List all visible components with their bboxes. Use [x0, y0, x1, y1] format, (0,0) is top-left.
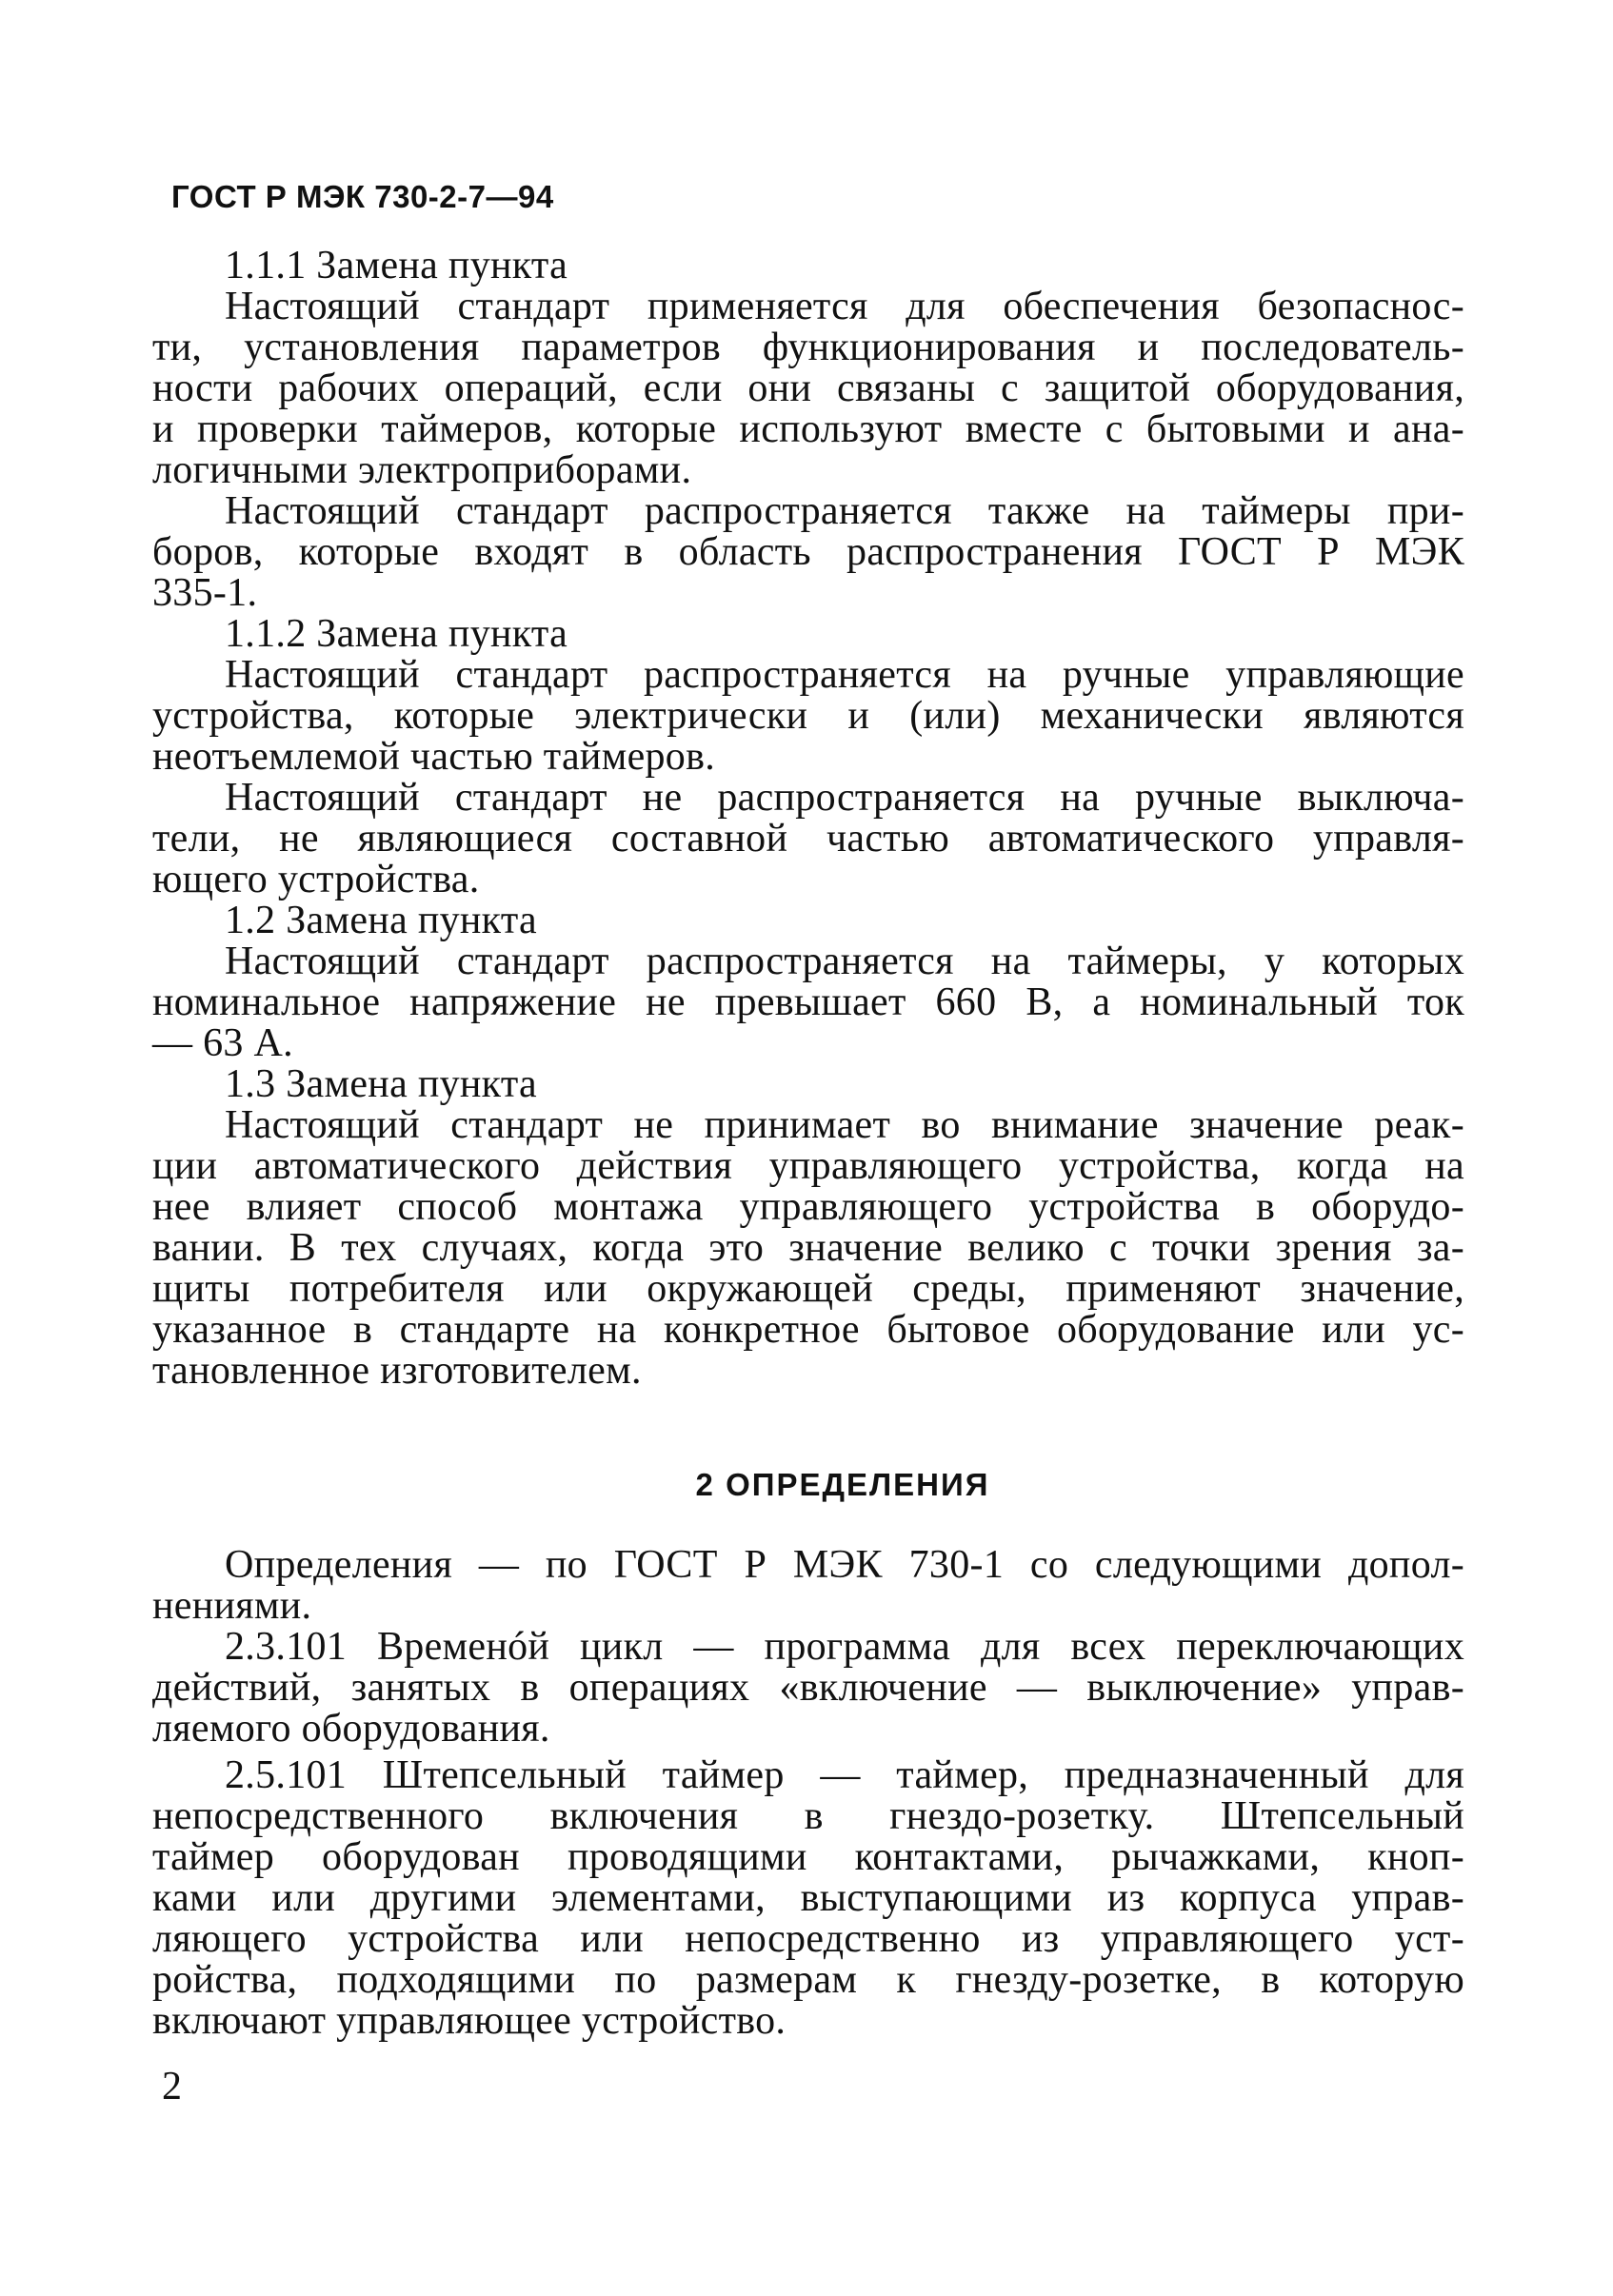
clause-title-1-3: 1.3 Замена пункта — [225, 1062, 537, 1106]
text-line: логичными электроприборами. — [152, 448, 692, 492]
clause-title-1-1-2: 1.1.2 Замена пункта — [225, 612, 568, 656]
text-line: ляющего устройства или непосредственно из управляющего уст- — [152, 1917, 1464, 1961]
text-line: номинальное напряжение не превышает 660 В, а номинальный ток — [152, 980, 1464, 1024]
running-header: ГОСТ Р МЭК 730-2-7—94 — [171, 179, 554, 214]
text-line: нениями. — [152, 1584, 312, 1628]
text-line: Настоящий стандарт распространяется на ручные управляющие — [225, 653, 1464, 697]
text-line: ти, установления параметров функционирования и последователь- — [152, 326, 1464, 369]
text-line: щиты потребителя или окружающей среды, применяют значение, — [152, 1267, 1464, 1311]
definition-2-5-101: 2.5.101 Штепсельный таймер — таймер, предназначенный для — [225, 1753, 1464, 1797]
text-line: Определения — по ГОСТ Р МЭК 730-1 со следующими допол- — [225, 1543, 1464, 1587]
text-line: указанное в стандарте на конкретное бытовое оборудование или ус- — [152, 1308, 1464, 1352]
text-line: нее влияет способ монтажа управляющего устройства в оборудо- — [152, 1185, 1464, 1229]
text-line: неотъемлемой частью таймеров. — [152, 735, 716, 779]
text-line: ляемого оборудования. — [152, 1707, 550, 1751]
text-line: ками или другими элементами, выступающими из корпуса управ- — [152, 1876, 1464, 1920]
text-line: Настоящий стандарт применяется для обеспечения безопаснос- — [225, 285, 1464, 328]
text-line: Настоящий стандарт распространяется на таймеры, у которых — [225, 940, 1464, 983]
text-line: 335-1. — [152, 571, 258, 615]
text-line: ющего устройства. — [152, 858, 480, 901]
page-number: 2 — [162, 2065, 182, 2108]
text-line: и проверки таймеров, которые используют вместе с бытовыми и ана- — [152, 407, 1464, 451]
text-line: ности рабочих операций, если они связаны с защитой оборудования, — [152, 366, 1464, 410]
text-line: устройства, которые электрически и (или) механически являются — [152, 694, 1464, 738]
text-line: Настоящий стандарт распространяется также на таймеры при- — [225, 489, 1464, 533]
text-line: включают управляющее устройство. — [152, 1999, 787, 2043]
text-line: таймер оборудован проводящими контактами, рычажками, кноп- — [152, 1835, 1464, 1879]
section-heading-definitions: 2 ОПРЕДЕЛЕНИЯ — [695, 1467, 990, 1502]
definition-2-3-101: 2.3.101 Временóй цикл — программа для всех переключающих — [225, 1625, 1464, 1669]
text-line: тели, не являющиеся составной частью автоматического управля- — [152, 817, 1464, 861]
body-text — [152, 244, 1464, 2043]
text-line: действий, занятых в операциях «включение — выключение» управ- — [152, 1666, 1464, 1710]
text-line: ции автоматического действия управляющего устройства, когда на — [152, 1144, 1464, 1188]
text-line: непосредственного включения в гнездо-розетку. Штепсельный — [152, 1794, 1464, 1838]
text-line: вании. В тех случаях, когда это значение велико с точки зрения за- — [152, 1226, 1464, 1270]
text-line: боров, которые входят в область распространения ГОСТ Р МЭК — [152, 530, 1464, 574]
text-line: Настоящий стандарт не распространяется на ручные выключа- — [225, 776, 1464, 820]
text-line: Настоящий стандарт не принимает во внимание значение реак- — [225, 1103, 1464, 1147]
text-line: тановленное изготовителем. — [152, 1349, 642, 1393]
text-line: — 63 А. — [152, 1021, 293, 1065]
text-line: ройства, подходящими по размерам к гнезду-розетке, в которую — [152, 1958, 1464, 2002]
clause-title-1-2: 1.2 Замена пункта — [225, 899, 537, 942]
clause-title-1-1-1: 1.1.1 Замена пункта — [225, 244, 568, 287]
